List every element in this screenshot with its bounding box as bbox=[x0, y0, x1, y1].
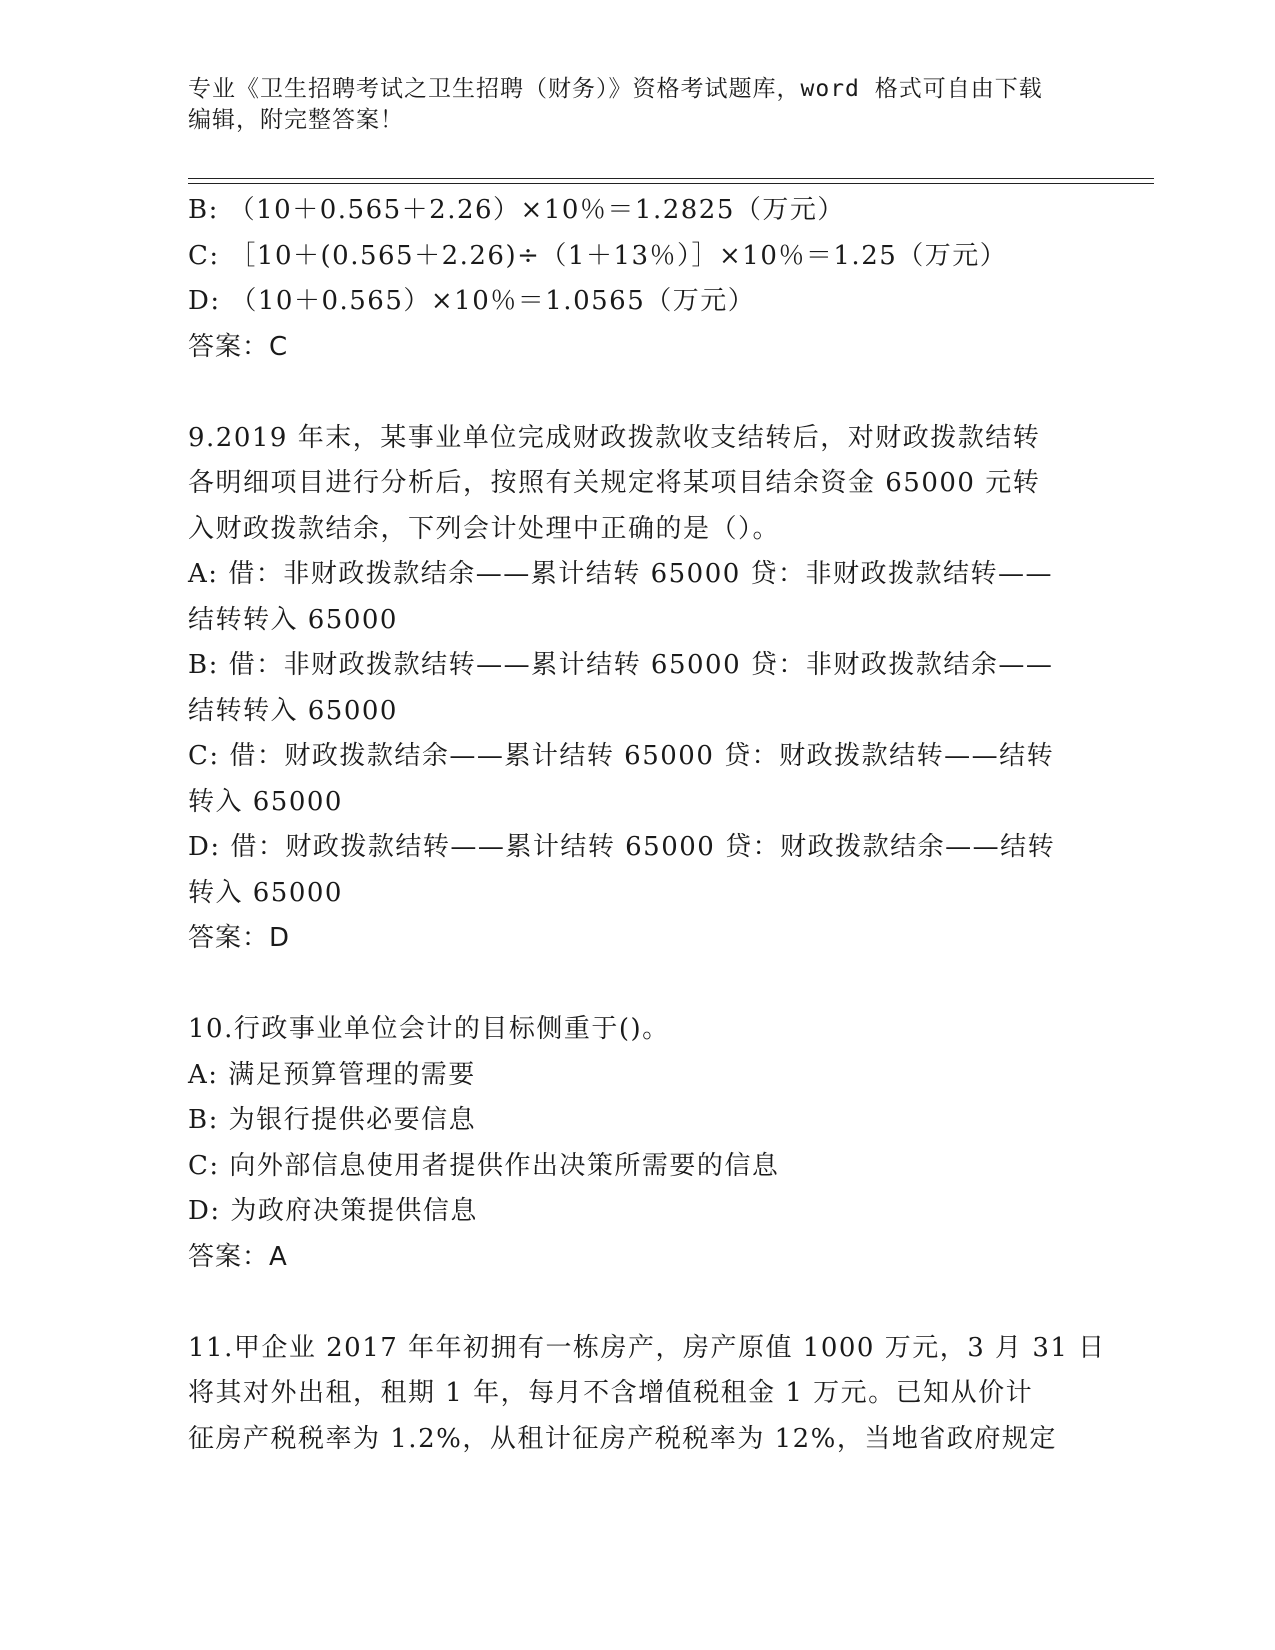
question-stem-line: 11.甲企业 2017 年年初拥有一栋房产，房产原值 1000 万元，3 月 31 日 bbox=[188, 1332, 1106, 1363]
option-d: D: 为政府决策提供信息 bbox=[188, 1196, 478, 1226]
question-stem-line: 各明细项目进行分析后，按照有关规定将某项目结余资金 65000 元转 bbox=[188, 468, 1041, 498]
question-stem-line: 入财政拨款结余，下列会计处理中正确的是（）。 bbox=[188, 513, 781, 544]
option-b-continued: 结转转入 65000 bbox=[188, 695, 398, 726]
header-divider-bottom bbox=[188, 183, 1154, 184]
option-c: C: 向外部信息使用者提供作出决策所需要的信息 bbox=[188, 1150, 780, 1181]
header-divider-top bbox=[188, 178, 1154, 179]
option-b: B: （10＋0.565＋2.26）×10％＝1.2825（万元） bbox=[188, 195, 845, 225]
option-b: B: 为银行提供必要信息 bbox=[188, 1105, 477, 1135]
question-stem-line: 9.2019 年末，某事业单位完成财政拨款收支结转后，对财政拨款结转 bbox=[188, 422, 1041, 453]
option-c: C: ［10＋(0.565＋2.26)÷（1＋13％）］×10％＝1.25（万元） bbox=[188, 240, 1008, 271]
option-a: A: 满足预算管理的需要 bbox=[188, 1059, 476, 1090]
question-stem-line: 将其对外出租，租期 1 年，每月不含增值税租金 1 万元。已知从价计 bbox=[188, 1378, 1034, 1408]
option-d: D: 借：财政拨款结转——累计结转 65000 贷：财政拨款结余——结转 bbox=[188, 832, 1056, 862]
option-d: D: （10＋0.565）×10％＝1.0565（万元） bbox=[188, 286, 756, 316]
question-10 bbox=[188, 1007, 1088, 1280]
question-8-tail bbox=[188, 188, 1088, 370]
option-c: C: 借：财政拨款结余——累计结转 65000 贷：财政拨款结转——结转 bbox=[188, 741, 1055, 771]
question-stem-line: 10.行政事业单位会计的目标侧重于()。 bbox=[188, 1014, 670, 1044]
answer: 答案：C bbox=[188, 331, 289, 362]
header-line-1: 专业《卫生招聘考试之卫生招聘（财务）》资格考试题库，word 格式可自由下载 bbox=[188, 76, 1043, 102]
answer: 答案：A bbox=[188, 1241, 288, 1272]
question-stem-line: 征房产税税率为 1.2%，从租计征房产税税率为 12%，当地省政府规定 bbox=[188, 1423, 1057, 1454]
option-b: B: 借：非财政拨款结转——累计结转 65000 贷：非财政拨款结余—— bbox=[188, 650, 1054, 680]
document-header bbox=[188, 74, 1068, 136]
option-a-continued: 结转转入 65000 bbox=[188, 604, 398, 635]
answer: 答案：D bbox=[188, 923, 291, 953]
question-11 bbox=[188, 1326, 1106, 1463]
option-a: A: 借：非财政拨款结余——累计结转 65000 贷：非财政拨款结转—— bbox=[188, 559, 1054, 589]
header-line-2: 编辑，附完整答案！ bbox=[188, 107, 404, 133]
spacer bbox=[188, 1280, 1088, 1326]
spacer bbox=[188, 962, 1088, 1008]
question-content bbox=[188, 188, 1106, 1462]
question-9 bbox=[188, 416, 1088, 962]
spacer bbox=[188, 370, 1088, 416]
option-c-continued: 转入 65000 bbox=[188, 786, 343, 817]
option-d-continued: 转入 65000 bbox=[188, 877, 343, 908]
